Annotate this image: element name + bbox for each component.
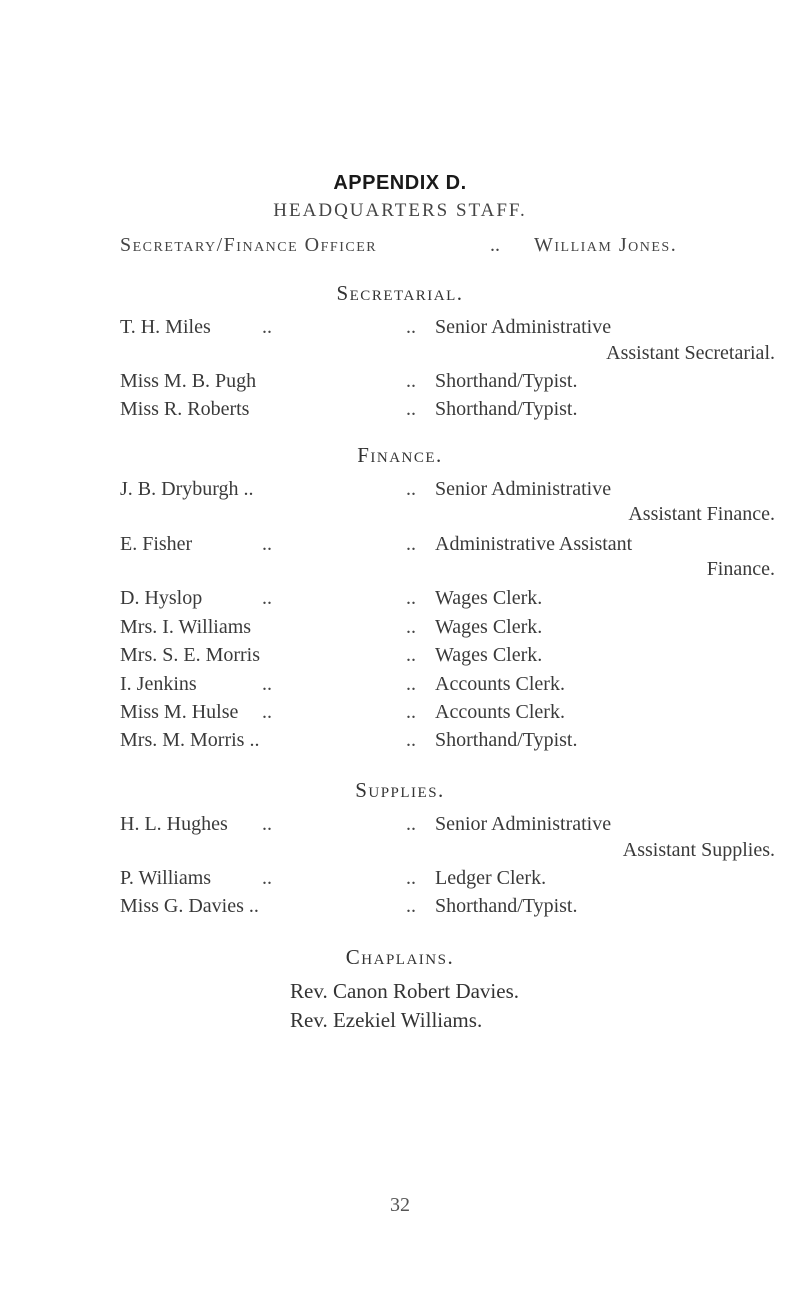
staff-role: Ledger Clerk.	[435, 867, 547, 889]
leader-dots: ..	[406, 478, 416, 500]
staff-role: Shorthand/Typist.	[435, 398, 578, 420]
leader-dots: ..	[262, 587, 272, 609]
staff-role: Accounts Clerk.	[435, 701, 565, 723]
section-heading-chaplains: Chaplains.	[345, 945, 455, 969]
staff-role: Wages Clerk.	[435, 616, 543, 638]
staff-role: Administrative Assistant	[435, 533, 633, 555]
leader-dots: ..	[406, 533, 416, 555]
leader-dots: ..	[406, 587, 416, 609]
staff-role-continued: Assistant Secretarial.	[606, 342, 775, 364]
staff-name: Miss M. Hulse	[120, 701, 239, 723]
staff-role: Wages Clerk.	[435, 644, 543, 666]
staff-name: Mrs. I. Williams	[120, 616, 252, 638]
page-number: 32	[390, 1194, 410, 1216]
chaplain-name: Rev. Ezekiel Williams.	[290, 1008, 483, 1032]
chaplain-name: Rev. Canon Robert Davies.	[290, 979, 520, 1003]
leader-dots: ..	[262, 867, 272, 889]
staff-role: Shorthand/Typist.	[435, 729, 578, 751]
staff-name: Miss M. B. Pugh	[120, 370, 257, 392]
leader-dots: ..	[406, 867, 416, 889]
section-heading-supplies: Supplies.	[355, 778, 445, 802]
staff-role: Senior Administrative	[435, 316, 612, 338]
staff-role: Shorthand/Typist.	[435, 370, 578, 392]
staff-name: Miss G. Davies ..	[120, 895, 259, 917]
officer-name: William Jones.	[534, 234, 678, 256]
leader-dots: ..	[262, 701, 272, 723]
appendix-title: APPENDIX D.	[333, 172, 467, 194]
staff-name: Mrs. S. E. Morris	[120, 644, 261, 666]
staff-role: Shorthand/Typist.	[435, 895, 578, 917]
staff-role-continued: Assistant Finance.	[628, 503, 775, 525]
leader-dots: ..	[406, 644, 416, 666]
staff-name: P. Williams	[120, 867, 212, 889]
leader-dots: ..	[262, 316, 272, 338]
staff-role: Accounts Clerk.	[435, 673, 565, 695]
leader-dots: ..	[406, 370, 416, 392]
staff-name: T. H. Miles	[120, 316, 211, 338]
staff-name: D. Hyslop	[120, 587, 203, 609]
leader-dots: ..	[406, 673, 416, 695]
leader-dots: ..	[406, 701, 416, 723]
staff-name: Mrs. M. Morris ..	[120, 729, 260, 751]
section-heading-finance: Finance.	[357, 443, 443, 467]
leader-dots: ..	[406, 729, 416, 751]
staff-name: E. Fisher	[120, 533, 193, 555]
leader-dots: ..	[406, 813, 416, 835]
staff-name: Miss R. Roberts	[120, 398, 250, 420]
staff-role: Senior Administrative	[435, 478, 612, 500]
staff-name: J. B. Dryburgh ..	[120, 478, 254, 500]
leader-dots: ..	[406, 398, 416, 420]
officer-role: Secretary/Finance Officer	[120, 234, 378, 256]
staff-role: Senior Administrative	[435, 813, 612, 835]
staff-role-continued: Assistant Supplies.	[622, 839, 775, 861]
staff-name: I. Jenkins	[120, 673, 197, 695]
staff-name: H. L. Hughes	[120, 813, 228, 835]
section-heading-secretarial: Secretarial.	[336, 281, 464, 305]
leader-dots: ..	[406, 316, 416, 338]
leader-dots: ..	[262, 813, 272, 835]
staff-role-continued: Finance.	[706, 558, 775, 580]
officer-leader-dots: ..	[490, 234, 500, 256]
leader-dots: ..	[406, 616, 416, 638]
leader-dots: ..	[406, 895, 416, 917]
leader-dots: ..	[262, 673, 272, 695]
hq-staff-title: HEADQUARTERS STAFF.	[273, 200, 527, 221]
leader-dots: ..	[262, 533, 272, 555]
staff-role: Wages Clerk.	[435, 587, 543, 609]
